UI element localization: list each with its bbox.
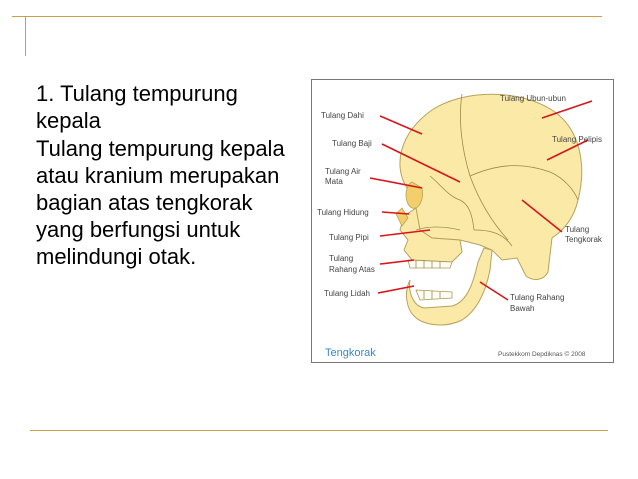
slide-text bbox=[36, 80, 298, 270]
label-tulang-rahang-bawah-line1: Tulang Rahang bbox=[510, 293, 565, 302]
label-tulang-baji: Tulang Baji bbox=[332, 139, 372, 148]
label-tulang-air-mata-line2: Mata bbox=[325, 177, 343, 186]
figure-credit: Pustekkom Depdiknas © 2008 bbox=[498, 351, 586, 358]
bottom-rule bbox=[30, 430, 608, 431]
label-tulang-lidah: Tulang Lidah bbox=[324, 289, 370, 298]
label-tulang-rahang-bawah-line2: Bawah bbox=[510, 304, 535, 313]
label-tulang-dahi: Tulang Dahi bbox=[321, 111, 364, 120]
top-rule bbox=[12, 16, 602, 17]
label-tulang-pipi: Tulang Pipi bbox=[329, 233, 369, 242]
lower-teeth bbox=[416, 290, 452, 300]
label-tulang-tengkorak-line1: Tulang bbox=[565, 225, 590, 234]
label-tulang-air-mata-line1: Tulang Air bbox=[325, 167, 361, 176]
label-tulang-hidung: Tulang Hidung bbox=[317, 208, 369, 217]
skull-diagram bbox=[312, 80, 613, 362]
slide-heading: 1. Tulang tempurung kepala bbox=[36, 81, 238, 133]
slide-body: Tulang tempurung kepala atau kranium merupakan bagian atas tengkorak yang berfungsi untuk melindungi otak. bbox=[36, 136, 285, 269]
skull-figure bbox=[311, 79, 614, 363]
label-tulang-tengkorak-line2: Tengkorak bbox=[565, 235, 602, 244]
label-tulang-rahang-atas-line1: Tulang bbox=[329, 254, 354, 263]
figure-caption: Tengkorak bbox=[325, 347, 376, 359]
label-tulang-rahang-atas-line2: Rahang Atas bbox=[329, 265, 375, 274]
label-tulang-ubun-ubun: Tulang Ubun-ubun bbox=[500, 94, 566, 103]
left-rule bbox=[25, 16, 26, 56]
label-tulang-pelipis: Tulang Pelipis bbox=[552, 135, 602, 144]
